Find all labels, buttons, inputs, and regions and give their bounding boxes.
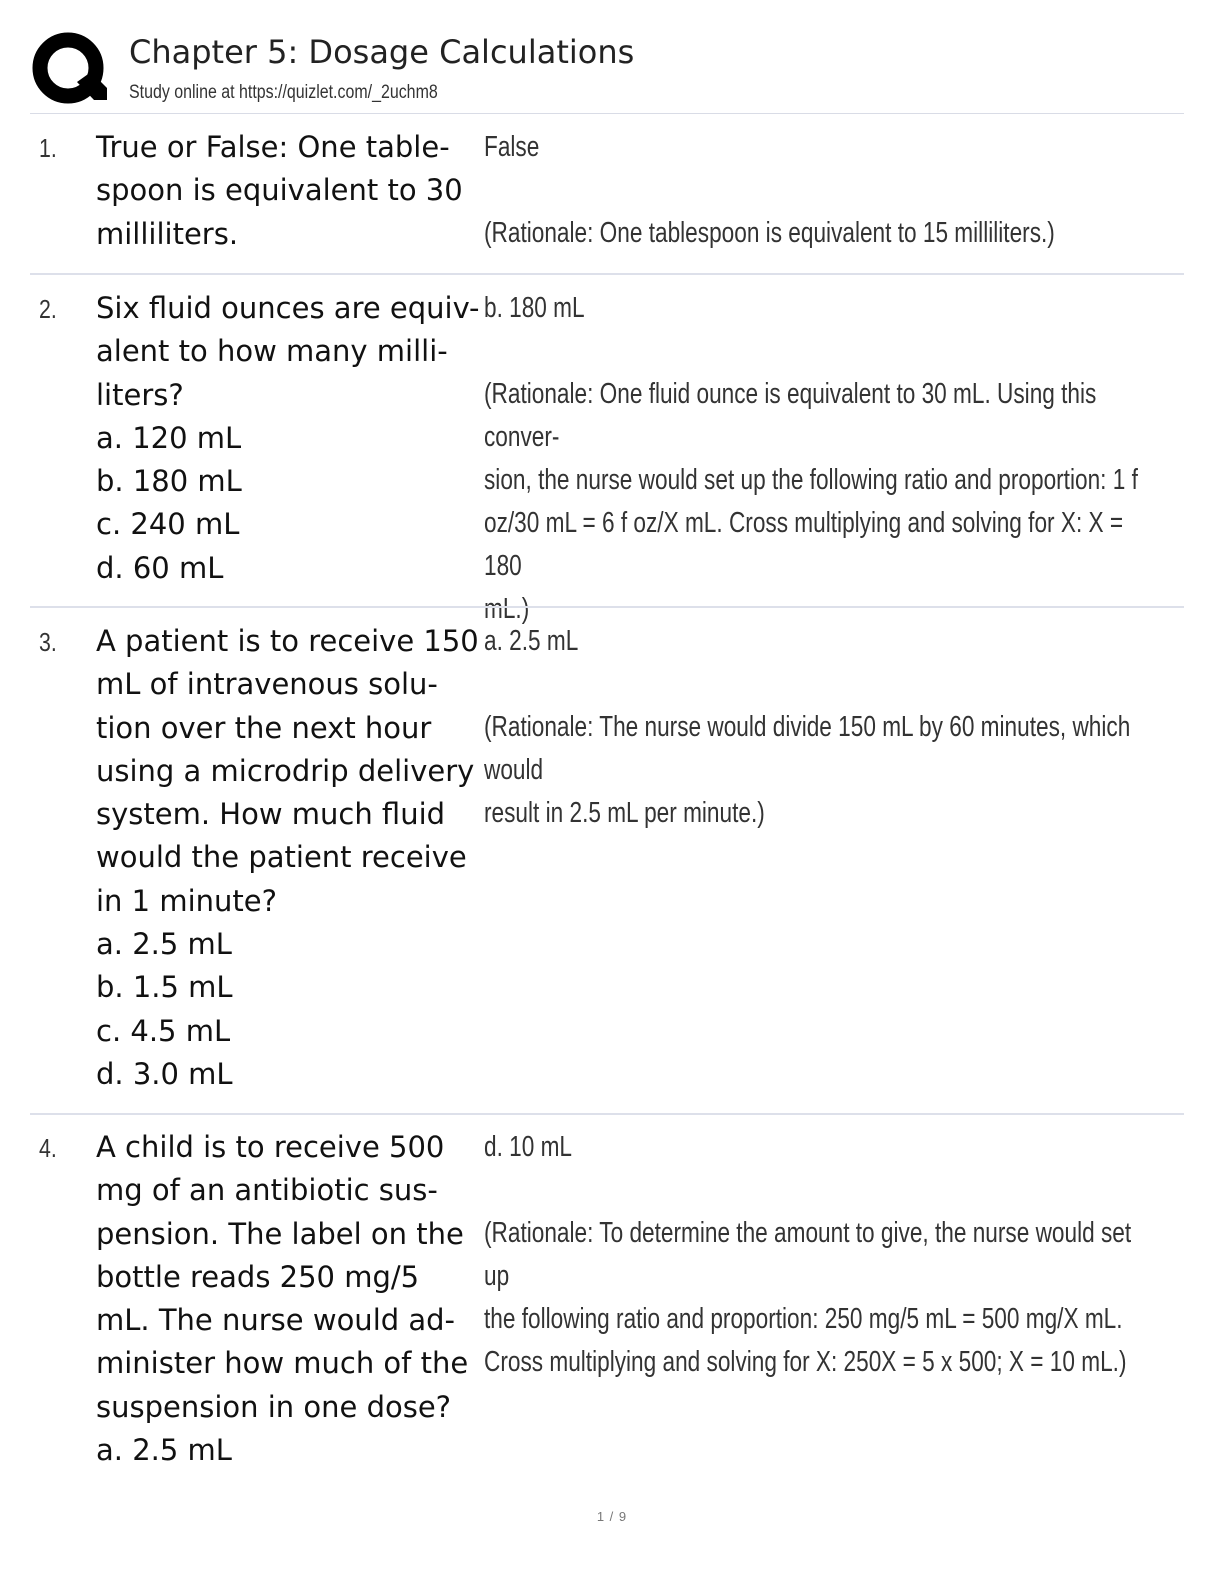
- card-number: 2.: [39, 294, 57, 324]
- page-number: 1 / 9: [596, 1509, 628, 1524]
- card-term: A patient is to receive 150 mL of intravenous solu- tion over the next hour using a microdrip delivery system. How much fluid would the patient receive in 1 minute? a. 2.5 mL b. 1.5 mL c. 4.5 mL d. 3.0 mL: [96, 624, 479, 1091]
- card-definition: a. 2.5 mL (Rationale: The nurse would divide 150 mL by 60 minutes, which would result in 2.5 mL per minute.): [484, 625, 1131, 829]
- page-title: Chapter 5: Dosage Calculations: [129, 33, 635, 71]
- card-term: True or False: One table- spoon is equivalent to 30 milliliters.: [96, 130, 463, 251]
- card-divider: [30, 273, 1184, 275]
- card-number: 1.: [39, 133, 57, 163]
- card-number: 3.: [39, 627, 57, 657]
- card-divider: [30, 606, 1184, 608]
- card-definition: d. 10 mL (Rationale: To determine the amount to give, the nurse would set up the following ratio and proportion: 250 mg/5 mL = 500 mg/X mL. Cross multiplying and solving for X: 250X = 5 x 500; X = 10 mL.): [484, 1131, 1132, 1378]
- quizlet-q-logo-icon: [31, 30, 107, 106]
- card-term: Six fluid ounces are equiv- alent to how many milli- liters? a. 120 mL b. 180 mL c. 240 mL d. 60 mL: [96, 291, 480, 585]
- card-divider: [30, 1113, 1184, 1115]
- header-divider: [30, 113, 1184, 114]
- card-number: 4.: [39, 1133, 57, 1163]
- card-definition: False (Rationale: One tablespoon is equivalent to 15 milliliters.): [484, 131, 1055, 249]
- card-definition: b. 180 mL (Rationale: One fluid ounce is equivalent to 30 mL. Using this conver- sion, the nurse would set up the following ratio and proportion: 1 f oz/30 mL = 6 f oz/X mL. Cross multiplying and solving for X: X = 180 mL.): [484, 292, 1138, 625]
- study-online-link[interactable]: Study online at https://quizlet.com/_2uchm8: [129, 82, 438, 103]
- card-term: A child is to receive 500 mg of an antibiotic sus- pension. The label on the bottle reads 250 mg/5 mL. The nurse would ad- minister how much of the suspension in one dose? a. 2.5 mL: [96, 1130, 469, 1468]
